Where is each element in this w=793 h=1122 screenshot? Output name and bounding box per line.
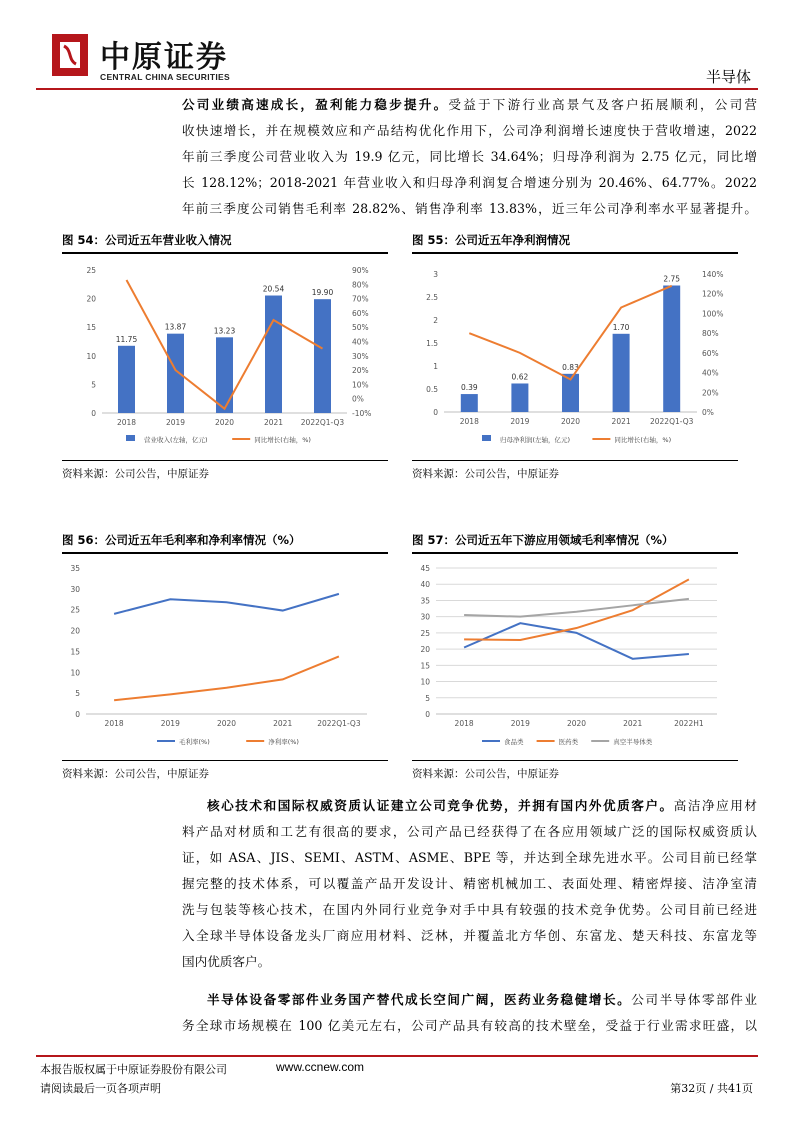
y2-tick-label: 10%	[352, 380, 369, 390]
bar-data-label: 11.75	[115, 334, 138, 344]
x-tick-label: 2020	[566, 719, 587, 728]
bar-data-label: 0.83	[562, 362, 579, 372]
y-tick-label: 1.5	[426, 339, 438, 348]
y-tick-label: 15	[86, 323, 96, 333]
series-line	[114, 594, 339, 614]
legend-label: 食品类	[504, 738, 524, 746]
x-tick-label: 2021	[273, 719, 293, 728]
y-tick-label: 3	[433, 270, 438, 279]
figure-55-bottom-rule	[412, 460, 738, 461]
y-tick-label: 2	[433, 316, 438, 325]
y-tick-label: 0	[91, 409, 96, 418]
y-tick-label: 35	[70, 564, 80, 573]
footer-website-link[interactable]: www.ccnew.com	[276, 1060, 365, 1074]
x-tick-label: 2019	[510, 719, 530, 728]
figure-57-title: 图 57：公司近五年下游应用领域毛利率情况（%）	[412, 533, 674, 547]
legend-label: 净利率(%)	[268, 738, 299, 746]
chart-net-profit	[412, 256, 738, 456]
series-line	[464, 599, 689, 617]
y-tick-label: 25	[86, 266, 96, 275]
series-line	[464, 579, 689, 640]
x-tick-label: 2022Q1-Q3	[317, 719, 361, 728]
y-tick-label: 1	[433, 362, 438, 371]
paragraph-line: 入全球半导体设备龙头厂商应用材料、泛林，并覆盖北方华创、东富龙、楚天科技、东富龙等	[182, 928, 757, 943]
legend-swatch	[126, 435, 135, 441]
legend-label: 同比增长(右轴，%)	[614, 436, 672, 444]
bar-data-label: 13.87	[164, 322, 187, 332]
y2-tick-label: 0%	[702, 408, 714, 417]
bar	[167, 334, 184, 413]
paragraph-line: 务全球市场规模在 100 亿美元左右，公司产品具有较高的技术壁垒，受益于行业需求旺盛，以	[182, 1018, 757, 1033]
y-tick-label: 10	[86, 351, 96, 361]
bar-data-label: 2.75	[663, 274, 681, 284]
legend-swatch	[482, 435, 491, 441]
y2-tick-label: 40%	[352, 337, 369, 347]
legend-label: 医药类	[558, 738, 579, 746]
y-tick-label: 0	[75, 710, 80, 719]
y-tick-label: 5	[425, 693, 430, 703]
legend-label: 同比增长(右轴，%)	[254, 436, 311, 444]
y-tick-label: 2.5	[426, 293, 438, 302]
figure-54-top-rule	[62, 252, 388, 254]
y-tick-label: 10	[70, 668, 80, 678]
y2-tick-label: 40%	[702, 368, 719, 378]
paragraph-line: 握完整的技术体系，可以覆盖产品开发设计、精密机械加工、表面处理、精密焊接、洁净室清	[182, 876, 757, 891]
paragraph-text: 高洁净应用材	[673, 798, 757, 813]
figure-55-top-rule	[412, 252, 738, 254]
y2-tick-label: 140%	[702, 270, 724, 279]
paragraph-semiconductor-parts	[182, 987, 757, 1039]
y2-tick-label: 20%	[352, 366, 369, 376]
figure-54-title: 图 54：公司近五年营业收入情况	[62, 233, 232, 247]
bar	[511, 383, 528, 412]
footer-disclaimer: 请阅读最后一页各项声明	[40, 1082, 161, 1095]
logo-chinese-name: 中原证券	[100, 40, 228, 75]
paragraph-line	[182, 987, 757, 1013]
x-tick-label: 2021	[611, 417, 631, 426]
figure-57-source: 资料来源：公司公告，中原证券	[412, 768, 559, 780]
figure-56-top-rule	[62, 552, 388, 554]
y2-tick-label: 20%	[702, 388, 719, 398]
bar	[118, 346, 135, 413]
logo	[50, 30, 250, 86]
paragraph-line: 洗与包装等核心技术，在国内外同行业竞争对手中具有较强的技术竞争优势。公司目前已经进	[182, 902, 757, 917]
y-tick-label: 35	[420, 596, 430, 606]
paragraph-line: 证，如 ASA、JIS、SEMI、ASTM、ASME、BPE 等，并达到全球先进水平。公司目前已经掌	[182, 850, 757, 865]
y-tick-label: 5	[75, 689, 80, 699]
x-tick-label: 2022Q1-Q3	[300, 418, 345, 427]
legend-label: 归母净利润(左轴，亿元)	[500, 436, 571, 444]
paragraph-line: 国内优质客户。	[182, 954, 271, 969]
paragraph-line: 收快速增长，并在规模效应和产品结构优化作用下，公司净利润增长速度快于营收增速，2022	[182, 123, 757, 138]
y-tick-label: 15	[420, 661, 430, 671]
y2-tick-label: 100%	[702, 309, 724, 319]
bar	[461, 394, 478, 412]
logo-mark-icon	[50, 32, 94, 80]
legend-label: 营业收入(左轴，亿元)	[144, 436, 208, 444]
footer-rule	[36, 1055, 758, 1057]
y-tick-label: 25	[70, 605, 80, 615]
figure-57-top-rule	[412, 552, 738, 554]
y-tick-label: 45	[420, 564, 430, 573]
y2-tick-label: 90%	[352, 266, 369, 275]
y2-tick-label: 80%	[702, 329, 719, 339]
figure-56-title: 图 56：公司近五年毛利率和净利率情况（%）	[62, 533, 301, 547]
y-tick-label: 5	[91, 380, 96, 390]
bar-data-label: 0.62	[511, 372, 529, 382]
y2-tick-label: -10%	[352, 409, 372, 418]
chart-segment-margins	[412, 556, 738, 756]
figure-54-source: 资料来源：公司公告，中原证券	[62, 468, 209, 480]
y-tick-label: 15	[70, 647, 80, 657]
x-tick-label: 2019	[510, 417, 530, 426]
figure-57-bottom-rule	[412, 760, 738, 761]
paragraph-line: 年前三季度公司销售毛利率 28.82%、销售净利率 13.83%，近三年公司净利率水平显著提升。	[182, 201, 757, 216]
logo-english-name: CENTRAL CHINA SECURITIES	[100, 72, 230, 82]
paragraph-text: 公司半导体零部件业	[631, 992, 757, 1007]
y-tick-label: 10	[420, 677, 430, 687]
bar-data-label: 13.23	[213, 326, 236, 336]
paragraph-core-tech	[182, 793, 757, 975]
x-tick-label: 2019	[165, 418, 186, 427]
y2-tick-label: 70%	[352, 294, 369, 304]
y-tick-label: 20	[86, 294, 96, 304]
paragraph-line	[182, 793, 757, 819]
paragraph-heading: 公司业绩高速成长，盈利能力稳步提升。	[182, 97, 449, 112]
paragraph-line: 长 128.12%；2018-2021 年营业收入和归母净利润复合增速分别为 20.46%、64.77%。2022	[182, 175, 757, 190]
x-tick-label: 2019	[160, 719, 180, 728]
paragraph-text: 受益于下游行业高景气及客户拓展顺利，公司营	[448, 97, 757, 112]
figure-55-title: 图 55：公司近五年净利润情况	[412, 233, 571, 247]
y-tick-label: 30	[70, 584, 80, 594]
x-tick-label: 2021	[263, 418, 284, 427]
y2-tick-label: 60%	[702, 348, 719, 358]
figure-55-source: 资料来源：公司公告，中原证券	[412, 468, 559, 480]
figure-56-bottom-rule	[62, 760, 388, 761]
bar-data-label: 0.39	[460, 383, 478, 393]
bar	[216, 337, 233, 413]
y-tick-label: 0	[425, 710, 430, 719]
y2-tick-label: 60%	[352, 308, 369, 318]
y2-tick-label: 0%	[352, 394, 364, 404]
figure-54-bottom-rule	[62, 460, 388, 461]
header-rule	[36, 88, 758, 90]
section-label: 半导体	[705, 68, 751, 86]
legend-label: 毛利率(%)	[179, 738, 210, 746]
y-tick-label: 0.5	[426, 385, 438, 394]
x-tick-label: 2018	[459, 417, 479, 426]
x-tick-label: 2018	[454, 719, 474, 728]
y-tick-label: 30	[420, 612, 430, 622]
figure-56-source: 资料来源：公司公告，中原证券	[62, 768, 209, 780]
y2-tick-label: 50%	[352, 323, 369, 333]
x-tick-label: 2020	[214, 418, 235, 427]
y2-tick-label: 30%	[352, 351, 369, 361]
y2-tick-label: 80%	[352, 280, 369, 290]
legend-label: 真空半导体类	[613, 738, 653, 746]
x-tick-label: 2020	[560, 417, 581, 426]
paragraph-performance	[182, 92, 757, 222]
y2-tick-label: 120%	[702, 289, 724, 299]
footer-copyright: 本报告版权属于中原证券股份有限公司	[40, 1063, 227, 1076]
x-tick-label: 2022Q1-Q3	[649, 417, 694, 426]
bar-data-label: 19.90	[311, 288, 334, 298]
bar-data-label: 1.70	[612, 322, 630, 332]
paragraph-heading: 半导体设备零部件业务国产替代成长空间广阔，医药业务稳健增长。	[207, 992, 632, 1007]
bar	[314, 299, 331, 413]
chart-margins	[62, 556, 388, 756]
bar	[265, 296, 282, 413]
x-tick-label: 2021	[623, 719, 643, 728]
x-tick-label: 2020	[216, 719, 237, 728]
page-number: 第32页 / 共41页	[670, 1082, 753, 1095]
chart-revenue	[62, 256, 388, 456]
paragraph-line: 年前三季度公司营业收入为 19.9 亿元，同比增长 34.64%；归母净利润为 2.75 亿元，同比增	[182, 149, 757, 164]
y-tick-label: 0	[433, 408, 438, 417]
y-tick-label: 25	[420, 628, 430, 638]
x-tick-label: 2022H1	[674, 719, 704, 728]
x-tick-label: 2018	[116, 418, 137, 427]
bar	[663, 286, 680, 413]
bar-data-label: 20.54	[262, 284, 285, 294]
paragraph-line	[182, 92, 757, 118]
y-tick-label: 20	[420, 645, 430, 655]
paragraph-heading: 核心技术和国际权威资质认证建立公司竞争优势，并拥有国内外优质客户。	[207, 798, 674, 813]
x-tick-label: 2018	[104, 719, 124, 728]
paragraph-line: 料产品对材质和工艺有很高的要求，公司产品已经获得了在各应用领域广泛的国际权威资质认	[182, 824, 757, 839]
series-line	[114, 656, 339, 700]
y-tick-label: 40	[420, 580, 430, 590]
bar	[613, 334, 630, 412]
y-tick-label: 20	[70, 626, 80, 636]
